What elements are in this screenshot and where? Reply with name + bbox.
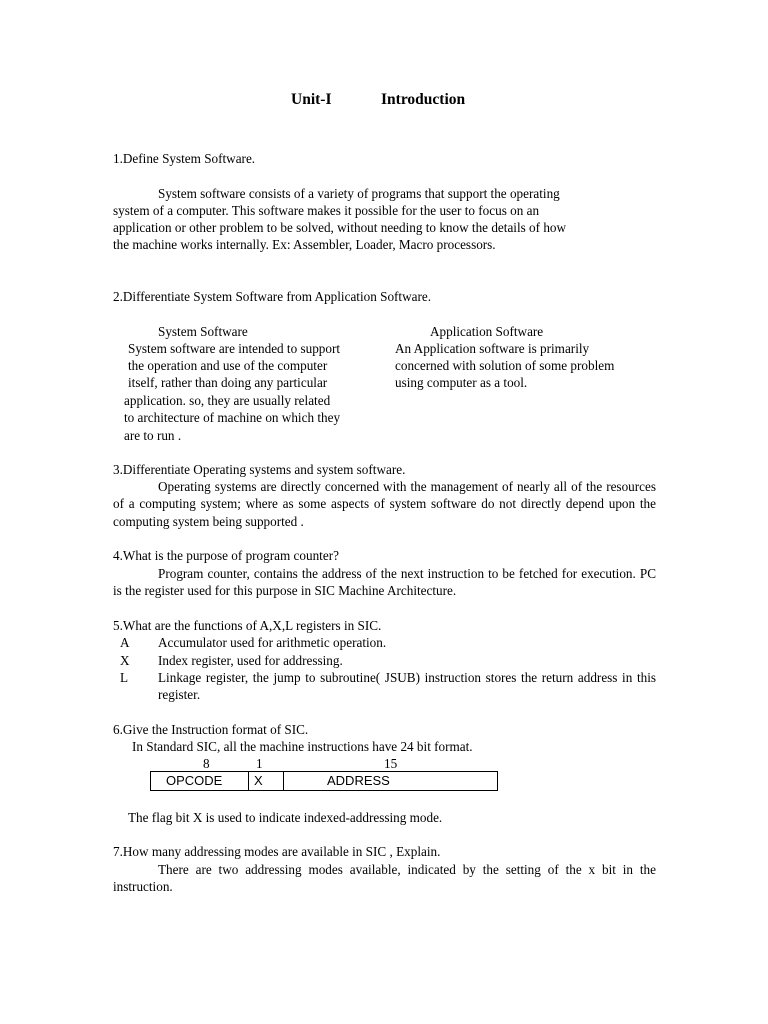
opcode-field: OPCODE bbox=[166, 773, 223, 788]
application-software-line: concerned with solution of some problem bbox=[395, 358, 615, 373]
application-software-header: Application Software bbox=[430, 324, 544, 339]
system-software-line: System software are intended to support bbox=[128, 341, 341, 356]
register-key: X bbox=[120, 653, 130, 668]
application-software-line: An Application software is primarily bbox=[395, 341, 590, 356]
field-divider bbox=[283, 772, 284, 790]
q6-note: The flag bit X is used to indicate indexed-addressing mode. bbox=[128, 810, 443, 825]
bit-width-address: 15 bbox=[384, 756, 398, 771]
address-field: ADDRESS bbox=[327, 773, 390, 788]
field-divider bbox=[248, 772, 249, 790]
q3-answer-text: Operating systems are directly concerned with the management of nearly all of the resources of a computing system; where as some aspects of system software do not directly depend upon the computing system being supported . bbox=[113, 479, 656, 529]
system-software-line: itself, rather than doing any particular bbox=[128, 375, 328, 390]
register-key: A bbox=[120, 635, 130, 650]
page-title: Introduction bbox=[381, 91, 466, 108]
q7-answer-text: There are two addressing modes available, indicated by the setting of the x bit in the instruction. bbox=[113, 862, 656, 895]
question-5: 5.What are the functions of A,X,L registers in SIC. bbox=[113, 618, 382, 633]
system-software-line: application. so, they are usually related bbox=[124, 393, 331, 408]
bit-width-x: 1 bbox=[256, 756, 263, 771]
question-7: 7.How many addressing modes are available in SIC , Explain. bbox=[113, 844, 441, 859]
q1-answer-line: application or other problem to be solved, without needing to know the details of how bbox=[113, 220, 567, 235]
register-desc: Index register, used for addressing. bbox=[158, 653, 343, 668]
x-field: X bbox=[254, 773, 263, 788]
question-1: 1.Define System Software. bbox=[113, 151, 256, 166]
question-3: 3.Differentiate Operating systems and system software. bbox=[113, 462, 406, 477]
question-4: 4.What is the purpose of program counter? bbox=[113, 548, 339, 563]
system-software-line: the operation and use of the computer bbox=[128, 358, 328, 373]
bit-width-opcode: 8 bbox=[203, 756, 210, 771]
q1-answer-line: the machine works internally. Ex: Assembler, Loader, Macro processors. bbox=[113, 237, 496, 252]
register-desc: Linkage register, the jump to subroutine( JSUB) instruction stores the return address in this register. bbox=[158, 670, 656, 703]
q1-answer-line: system of a computer. This software makes it possible for the user to focus on an bbox=[113, 203, 540, 218]
q6-intro: In Standard SIC, all the machine instructions have 24 bit format. bbox=[132, 739, 473, 754]
register-desc: Accumulator used for arithmetic operation. bbox=[158, 635, 387, 650]
question-2: 2.Differentiate System Software from Application Software. bbox=[113, 289, 432, 304]
q4-answer bbox=[113, 565, 656, 600]
system-software-line: to architecture of machine on which they bbox=[124, 410, 341, 425]
register-key: L bbox=[120, 670, 129, 685]
system-software-line: are to run . bbox=[124, 428, 182, 443]
unit-label: Unit-I bbox=[291, 91, 332, 108]
q1-answer-line: System software consists of a variety of programs that support the operating bbox=[158, 186, 560, 201]
q7-answer bbox=[113, 861, 656, 896]
q4-answer-text: Program counter, contains the address of the next instruction to be fetched for execution. PC is the register used for this purpose in SIC Machine Architecture. bbox=[113, 566, 656, 599]
q3-answer bbox=[113, 478, 656, 530]
application-software-line: using computer as a tool. bbox=[395, 375, 528, 390]
system-software-header: System Software bbox=[158, 324, 248, 339]
question-6: 6.Give the Instruction format of SIC. bbox=[113, 722, 309, 737]
